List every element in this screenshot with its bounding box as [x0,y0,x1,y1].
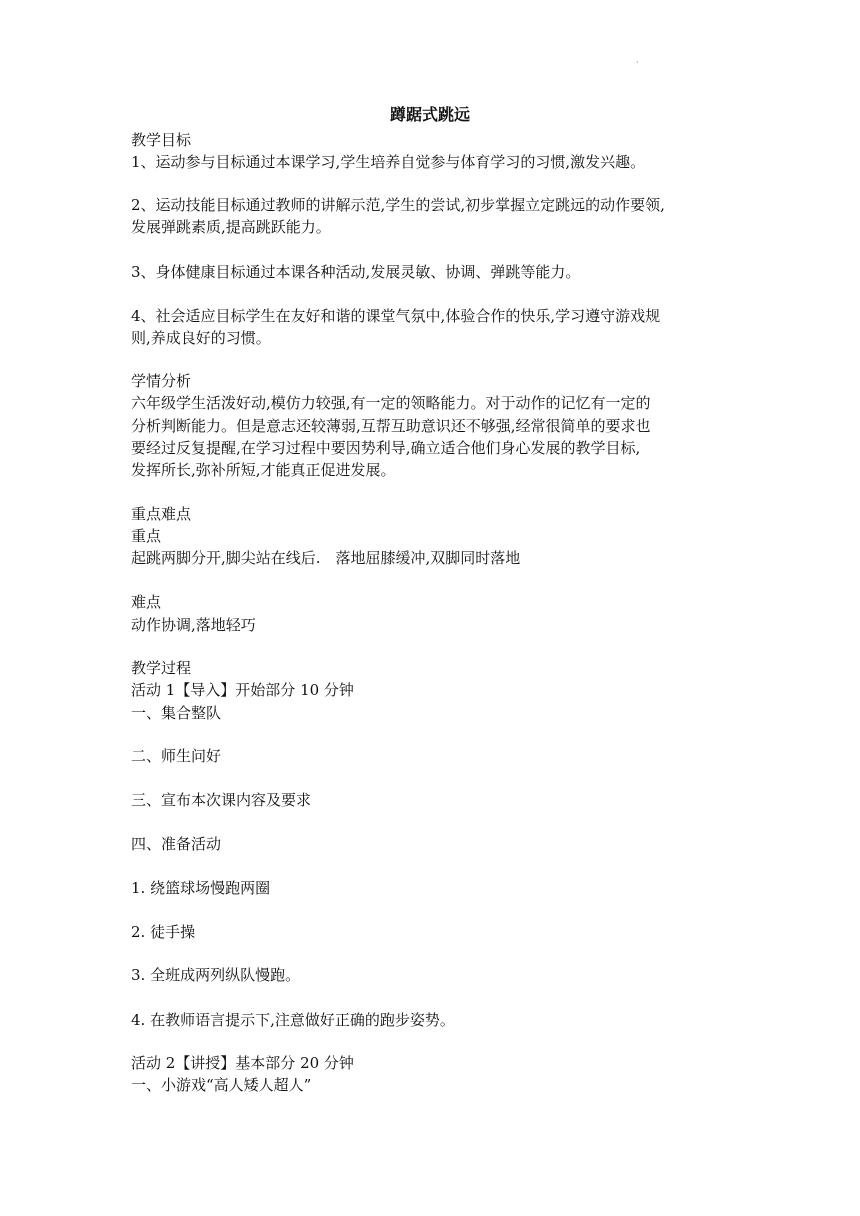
activity-2-title: 活动 2【讲授】基本部分 20 分钟 [131,1054,354,1072]
objective-3: 3、身体健康目标通过本课各种活动,发展灵敏、协调、弹跳等能力。 [131,263,581,281]
process-heading: 教学过程 [131,659,192,677]
warmup-item: 1. 绕篮球场慢跑两圈 [131,879,271,897]
analysis-line: 分析判断能力。但是意志还较薄弱,互帮互助意识还不够强,经常很简单的要求也 [131,417,651,435]
warmup-item: 4. 在教师语言提示下,注意做好正确的跑步姿势。 [131,1011,455,1029]
warmup-item: 2. 徒手操 [131,923,196,941]
game-item: 一、小游戏“高人矮人超人” [131,1076,312,1094]
objective-4-line-1: 4、社会适应目标学生在友好和谐的课堂气氛中,体验合作的快乐,学习遵守游戏规 [131,307,661,325]
process-step: 三、宣布本次课内容及要求 [131,791,312,809]
difficulty-text: 动作协调,落地轻巧 [131,616,256,634]
process-step: 二、师生问好 [131,747,222,765]
keypoints-heading: 重点难点 [131,505,192,523]
analysis-line: 发挥所长,弥补所短,才能真正促进发展。 [131,461,396,479]
document-title: 蹲踞式跳远 [389,105,470,124]
objective-2-line-1: 2、运动技能目标通过教师的讲解示范,学生的尝试,初步掌握立定跳远的动作要领, [131,196,665,214]
process-step: 一、集合整队 [131,704,222,722]
key-text: 起跳两脚分开,脚尖站在线后. 落地屈膝缓冲,双脚同时落地 [131,549,521,567]
objective-2-line-2: 发展弹跳素质,提高跳跃能力。 [131,218,331,236]
objective-4-line-2: 则,养成良好的习惯。 [131,329,271,347]
analysis-line: 六年级学生活泼好动,模仿力较强,有一定的领略能力。对于动作的记忆有一定的 [131,394,651,412]
key-label: 重点 [131,527,162,545]
warmup-item: 3. 全班成两列纵队慢跑。 [131,966,301,984]
difficulty-label: 难点 [131,593,162,611]
analysis-line: 要经过反复提醒,在学习过程中要因势利导,确立适合他们身心发展的教学目标, [131,439,641,457]
objectives-heading: 教学目标 [131,131,192,149]
activity-1-title: 活动 1【导入】开始部分 10 分钟 [131,681,354,699]
header-mark: · [636,58,639,67]
process-step: 四、准备活动 [131,835,222,853]
objective-1: 1、运动参与目标通过本课学习,学生培养自觉参与体育学习的习惯,激发兴趣。 [131,153,646,171]
analysis-heading: 学情分析 [131,372,192,390]
